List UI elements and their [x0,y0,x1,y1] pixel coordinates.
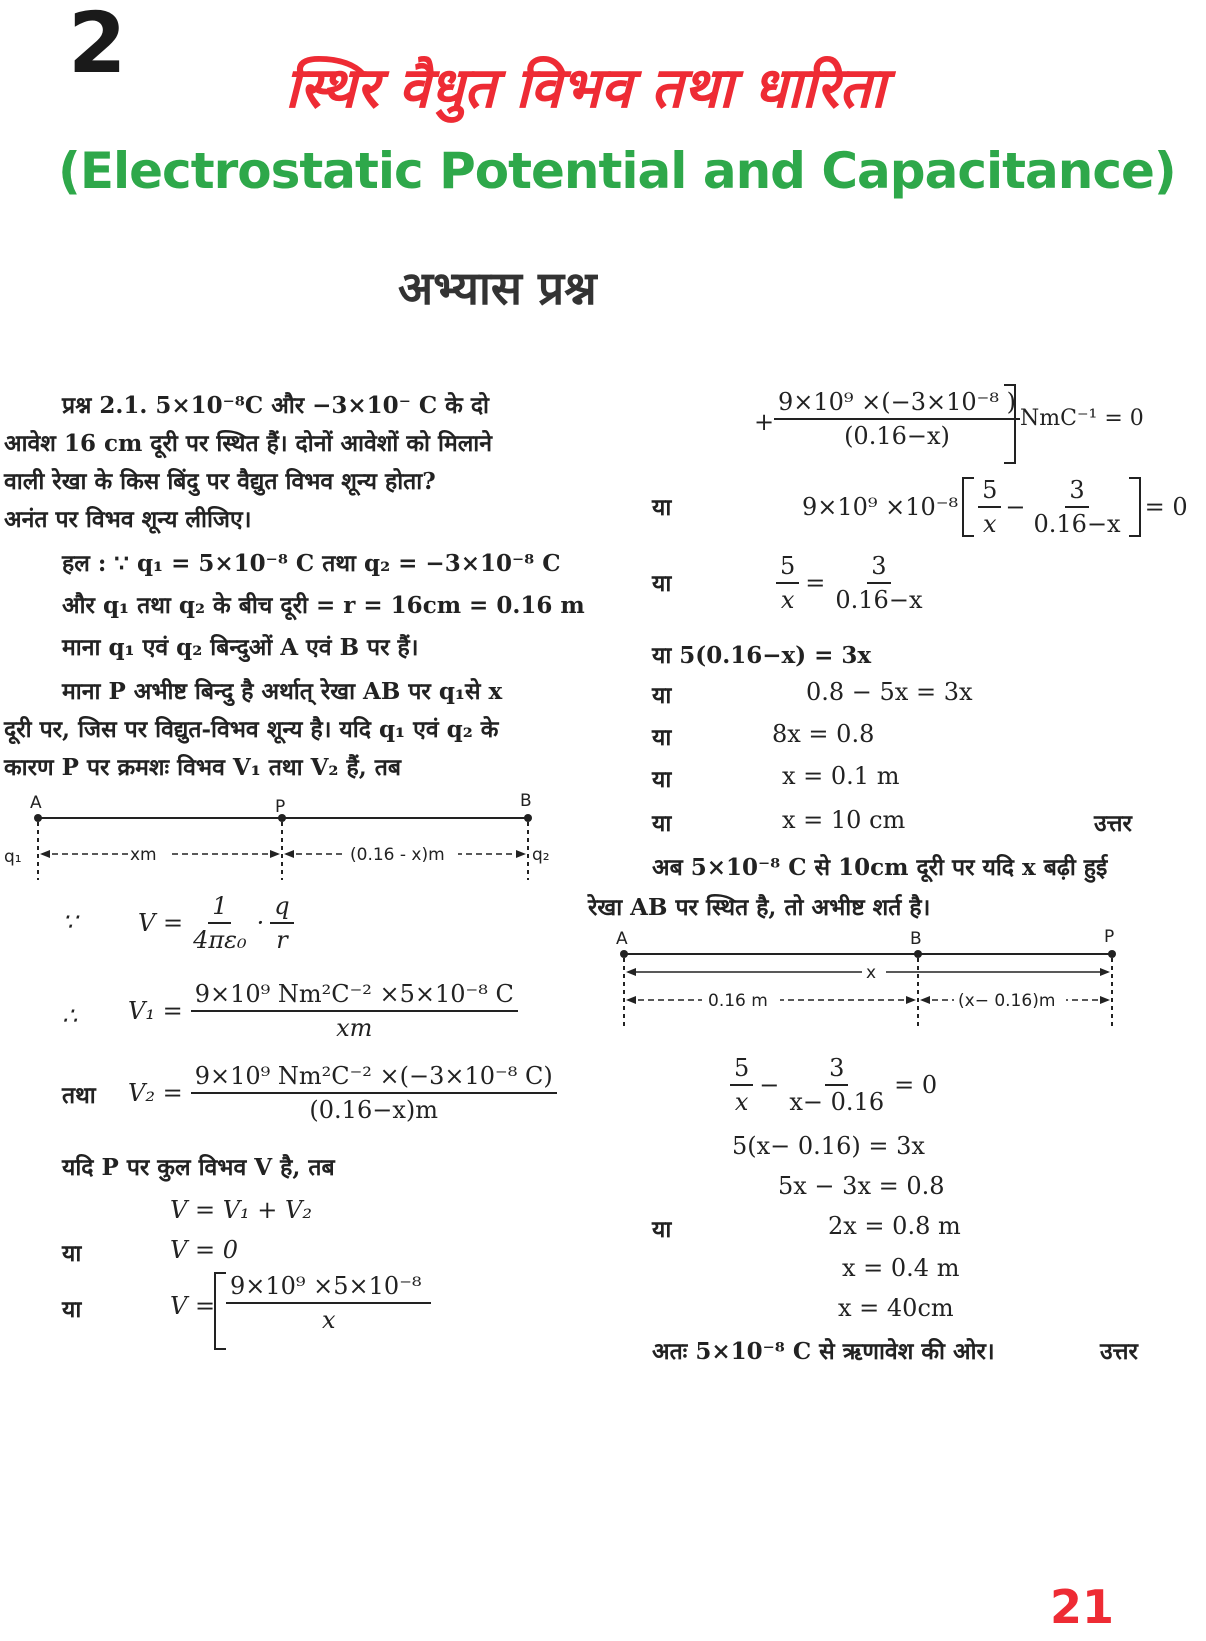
eq-v2-lhs: V₂ = [128,1079,183,1107]
label-remaining: (0.16 - x)m [350,845,445,865]
eq-r1-tail: = 0 [1144,493,1188,521]
eq-r5: 8x = 0.8 [772,720,875,748]
solution-given: हल : ∵ q₁ = 5×10⁻⁸ C तथा q₂ = −3×10⁻⁸ C [62,550,561,577]
frac-den: 0.16−x [835,586,923,614]
page-number: 21 [1050,1580,1115,1634]
frac-num: 9×10⁹ ×5×10⁻⁸ [226,1272,431,1304]
eq-sum: V = V₁ + V₂ [170,1196,312,1224]
frac-den: x [734,1088,749,1116]
question-line-4: अनंत पर विभव शून्य लीजिए। [4,506,252,533]
label-q1: q₁ [4,847,22,867]
solution-para-3: कारण P पर क्रमशः विभव V₁ तथा V₂ हैं, तब [4,754,401,781]
question-line-3: वाली रेखा के किस बिंदु पर वैद्युत विभव शून्य होता? [4,468,436,495]
frac-den: (0.16−x)m [309,1096,438,1124]
eq-potential-lhs: V = [138,909,184,937]
ya-label: या [652,570,672,597]
eq-last-lhs: V = [170,1292,216,1320]
plus-sign: + [754,408,775,436]
diagram-charges-right [604,926,1124,1036]
frac-num: 9×10⁹ Nm²C⁻² ×(−3×10⁻⁸ C) [191,1062,557,1094]
eq-e2: 5(x− 0.16) = 3x [732,1132,925,1160]
ya-label: या [62,1296,82,1323]
ya-label: या [652,810,672,837]
solution-assume: माना q₁ एवं q₂ बिन्दुओं A एवं B पर हैं। [62,634,419,661]
ya-label: या [652,724,672,751]
label-A: A [30,793,42,813]
frac-den: r [276,926,288,954]
label-q2: q₂ [532,845,550,865]
therefore-symbol: ∴ [62,1002,78,1030]
frac-den: x [982,510,997,538]
eq-continuation-tail: NmC⁻¹ = 0 [1020,406,1144,431]
frac-num: 1 [208,892,231,924]
eq-v1 [128,980,518,1042]
frac-den: x− 0.16 [789,1088,885,1116]
eq-r7: x = 10 cm [782,806,906,834]
right-para-1: अब 5×10⁻⁸ C से 10cm दूरी पर यदि x बढ़ी हुई [652,854,1108,881]
label-xm: xm [130,845,157,865]
eq-e1-tail: = 0 [894,1071,938,1099]
eq-r3: या 5(0.16−x) = 3x [652,642,872,669]
eq-e3: 5x − 3x = 0.8 [778,1172,945,1200]
final-answer: अतः 5×10⁻⁸ C से ऋणावेश की ओर। [652,1338,995,1365]
eq-e1: $\frac{5}{x}$ − $\frac{3}{x- 0.16}$ = 0 [730,1054,937,1116]
ya-label: या [652,494,672,521]
eq-r4: 0.8 − 5x = 3x [806,678,973,706]
eq-r6: x = 0.1 m [782,762,900,790]
question-line-1: प्रश्न 2.1. 5×10⁻⁸C और −3×10⁻ C के दो [62,392,489,419]
label-x: x [866,963,877,983]
label-P: P [1104,927,1115,947]
frac-den: 0.16−x [1033,510,1121,538]
frac-num: 5 [730,1054,753,1086]
frac-den: x [780,586,795,614]
frac-num: 3 [825,1054,848,1086]
frac-num: q [270,892,293,924]
section-heading: अभ्यास प्रश्न [398,261,597,315]
frac-num: 5 [776,552,799,584]
eq-e5: x = 0.4 m [842,1254,960,1282]
label-B: B [910,929,922,949]
label-x-minus: (x− 0.16)m [958,991,1056,1011]
eq-continuation [774,388,1020,450]
frac-num: 3 [867,552,890,584]
ya-label: या [652,1216,672,1243]
eq-v1-lhs: V₁ = [128,997,183,1025]
eq-v2 [128,1062,557,1124]
question-line-2: आवेश 16 cm दूरी पर स्थित हैं। दोनों आवेशों को मिलाने [4,430,493,457]
eq-potential: V = $\frac{1}{\text{4πε₀}}$ · $\frac{q}{r}$ [138,892,294,954]
eq-e4: 2x = 0.8 m [828,1212,961,1240]
frac-den: xm [336,1014,373,1042]
eq-r1-prefix: 9×10⁹ ×10⁻⁸ [802,493,959,521]
answer-label: उत्तर [1100,1338,1138,1365]
bracket-close [1004,384,1016,464]
chapter-title-hindi: स्थिर वैधुत विभव तथा धारिता [285,56,886,121]
total-potential-text: यदि P पर कुल विभव V है, तब [62,1154,335,1181]
label-B: B [520,791,532,811]
solution-para-1: माना P अभीष्ट बिन्दु है अर्थात् रेखा AB पर q₁से x [62,678,503,705]
frac-den: (0.16−x) [844,422,950,450]
frac-num: 9×10⁹ ×(−3×10⁻⁸ ) [774,388,1020,420]
eq-zero: V = 0 [170,1236,238,1264]
ya-label: या [62,1240,82,1267]
eq-r1: 9×10⁹ ×10⁻⁸ $\frac{5}{x}$ − $\frac{3}{0.16-x}$ = 0 [802,476,1188,538]
answer-label: उत्तर [1094,810,1132,837]
eq-r2: $\frac{5}{x}$ = $\frac{3}{0.16-x}$ [776,552,926,614]
eq-last-frac [226,1272,431,1334]
tatha-label: तथा [62,1082,96,1109]
chapter-number: 2 [68,0,127,92]
frac-num: 3 [1065,476,1088,508]
ya-label: या [652,682,672,709]
frac-num: 5 [978,476,1001,508]
label-P: P [275,797,286,817]
label-A: A [616,929,628,949]
solution-para-2: दूरी पर, जिस पर विद्युत-विभव शून्य है। यदि q₁ एवं q₂ के [4,716,499,743]
bracket-open [214,1272,226,1350]
chapter-title-english: (Electrostatic Potential and Capacitance) [58,142,1176,200]
ya-label: या [652,766,672,793]
frac-den: 4πε₀ [193,926,247,954]
because-symbol: ∵ [62,908,78,936]
eq-e6: x = 40cm [838,1294,954,1322]
right-para-2: रेखा AB पर स्थित है, तो अभीष्ट शर्त है। [588,894,931,921]
label-016: 0.16 m [708,991,768,1011]
frac-num: 9×10⁹ Nm²C⁻² ×5×10⁻⁸ C [191,980,518,1012]
diagram-charges-left [0,790,570,890]
solution-distance: और q₁ तथा q₂ के बीच दूरी = r = 16cm = 0.16 m [62,592,585,619]
frac-den: x [321,1306,336,1334]
